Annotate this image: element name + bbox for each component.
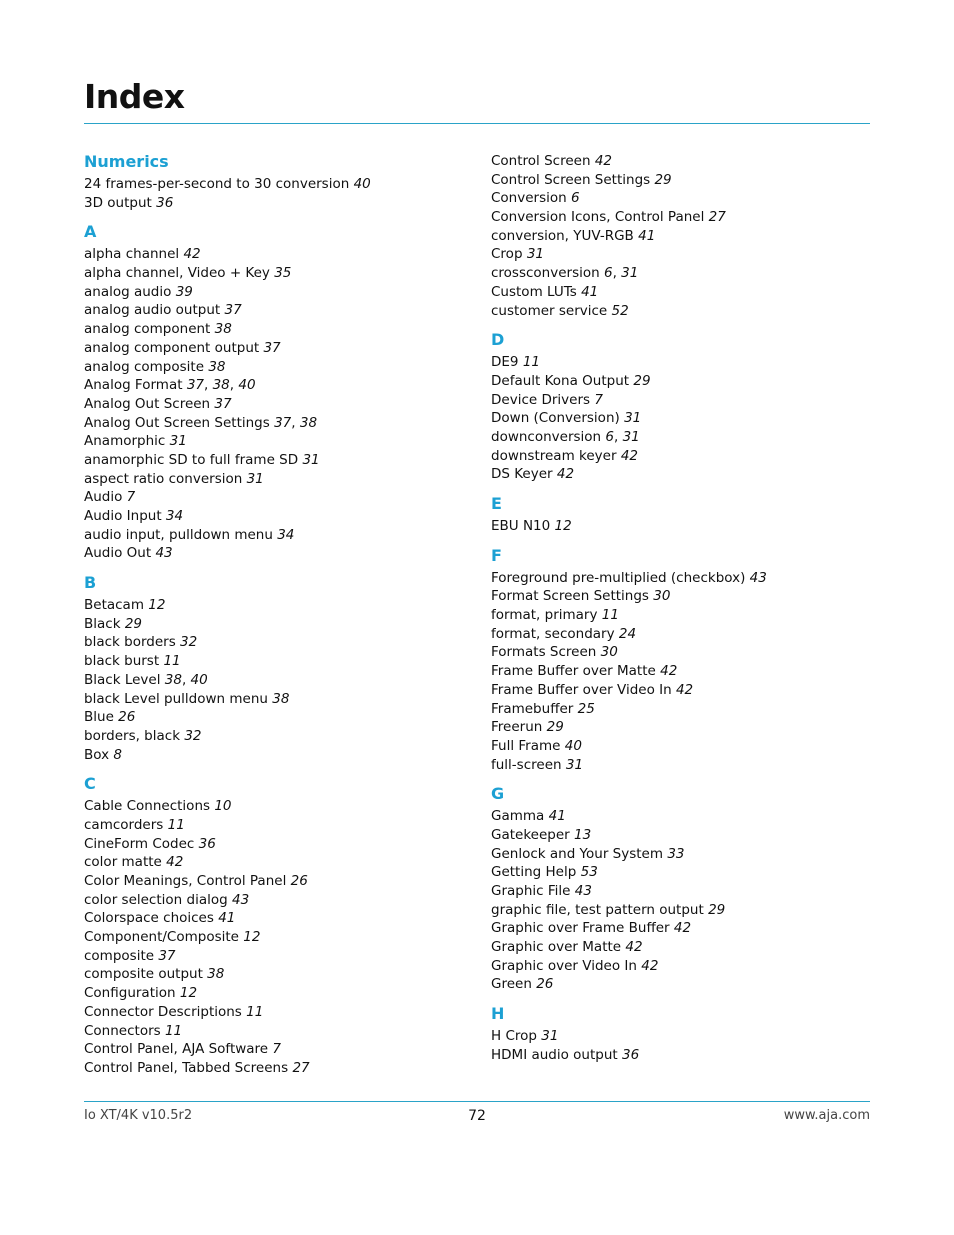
page-reference-link[interactable]: 39 [175,283,193,300]
index-entry [84,451,444,470]
index-term: 24 frames-per-second to 30 conversion [84,176,350,192]
index-entry [84,984,444,1003]
page-reference-link[interactable]: 29 [633,372,651,389]
index-entry [84,1040,444,1059]
page-reference-link[interactable]: 43 [749,569,767,586]
index-entry [491,957,851,976]
page-reference-link[interactable]: 42 [556,466,575,483]
footer-rule [84,1101,870,1102]
index-entry [491,718,851,737]
index-term: Colorspace choices [84,910,214,927]
index-term: 3D output [84,194,152,211]
page-reference-link[interactable]: 29 [654,171,672,188]
footer-document-version: Io XT/4K v10.5r2 [84,1108,193,1123]
page-reference-link[interactable]: 40 [564,737,582,754]
index-entry [491,465,851,484]
index-section [491,784,851,994]
page-reference-link[interactable]: 27 [708,209,726,226]
index-term: format, secondary [491,625,615,642]
page-reference-link[interactable]: 29 [124,615,143,632]
page-reference-link[interactable]: 41 [218,910,236,927]
index-entry [491,152,851,171]
index-entry [491,737,851,756]
index-entry [491,826,851,845]
index-entry [84,301,444,320]
index-entry [491,391,851,410]
page-reference-link[interactable]: 37 [214,395,232,412]
index-term: Getting Help [491,864,577,881]
index-entry [84,1003,444,1022]
index-entry [84,947,444,966]
index-entry [491,569,851,588]
index-entry [491,372,851,391]
section-heading: G [491,784,505,804]
index-term: Frame Buffer over Video In [491,681,672,698]
index-entry [84,690,444,709]
index-entry [84,928,444,947]
page-reference-link[interactable]: 42 [625,939,643,956]
index-entry: Analog Out Screen Settings 37, 38 [84,414,318,431]
page-reference-link[interactable]: 43 [231,891,250,908]
index-term: composite [84,947,155,964]
index-entry [491,587,851,606]
page-reference-link[interactable]: 40 [238,377,256,394]
page-reference-link[interactable]: 6 [603,265,613,282]
page-reference-link[interactable]: 41 [581,283,599,300]
page-reference-link[interactable]: 42 [594,153,612,169]
index-term: Betacam [84,597,144,614]
index-term: Black [84,615,121,632]
page-reference-link[interactable]: 53 [580,864,598,881]
page-reference-link[interactable]: 31 [621,265,639,282]
index-entry [84,339,444,358]
index-section [491,152,851,320]
index-term: Genlock and Your System [491,845,664,862]
index-entry [84,194,444,213]
index-entry [491,700,851,719]
index-term: Conversion Icons, Control Panel [491,209,705,226]
page-reference-link[interactable]: 26 [118,709,136,726]
index-term: Analog Format [84,377,183,394]
page-reference-link[interactable]: 31 [526,246,544,263]
index-entry [491,662,851,681]
page-reference-link[interactable]: 11 [167,816,185,833]
index-entry: downconversion 6, 31 [491,428,640,445]
index-term: Freerun [491,719,543,736]
page-reference-link[interactable]: 30 [653,588,671,605]
page-reference-link[interactable]: 12 [148,597,166,614]
index-entry [84,633,444,652]
index-entry [491,756,851,775]
index-term: aspect ratio conversion [84,470,243,487]
index-entry [84,470,444,489]
section-heading: B [84,573,97,593]
page-reference-link[interactable]: 11 [246,1003,264,1020]
index-term: Graphic File [491,883,571,899]
page-reference-link[interactable]: 35 [274,265,292,282]
page-reference-link[interactable]: 43 [574,883,592,899]
page-reference-link[interactable]: 11 [163,653,181,670]
page-reference-link[interactable]: 27 [292,1059,310,1076]
index-entry [491,245,851,264]
page-reference-link[interactable]: 6 [605,428,614,445]
page-reference-link[interactable]: 38 [272,690,290,707]
index-term: Foreground pre-multiplied (checkbox) [491,569,746,586]
index-term: Control Screen Settings [491,171,651,188]
index-term: Control Panel, AJA Software [84,1041,269,1058]
index-term: Graphic over Frame Buffer [491,920,670,937]
index-term: Blue [84,709,114,726]
index-term: Gamma [491,808,545,825]
index-entry [84,835,444,854]
page-reference-link[interactable]: 38 [164,671,182,688]
page-reference-link[interactable]: 11 [522,354,540,371]
index-term: anamorphic SD to full frame SD [84,451,299,468]
page-reference-link[interactable]: 32 [180,634,198,651]
page-reference-link[interactable]: 37 [224,302,242,319]
index-entry [84,891,444,910]
page-reference-link[interactable]: 37 [263,339,281,356]
page-reference-link[interactable]: 30 [600,644,618,661]
page-reference-link[interactable]: 34 [165,508,184,524]
index-entry [491,208,851,227]
index-entry [491,606,851,625]
index-term: Color Meanings, Control Panel [84,873,287,889]
index-term: Device Drivers [491,391,591,408]
index-term: camcorders [84,816,164,833]
page-reference-link[interactable]: 7 [126,489,136,506]
index-entry [84,358,444,377]
index-term: HDMI audio output [491,1046,618,1063]
index-entry [84,1022,444,1041]
index-term: Connectors [84,1022,161,1039]
page-reference-link[interactable]: 36 [198,835,216,852]
index-term: Graphic over Matte [491,939,622,956]
page-reference-link[interactable]: 31 [302,451,320,468]
index-entry [491,302,851,321]
index-entry [84,264,444,283]
page-reference-link[interactable]: 10 [214,798,232,815]
index-term: Green [491,976,532,993]
index-term: Audio Out [84,545,152,562]
index-section [491,330,851,484]
index-term: Formats Screen [491,644,597,661]
index-section [84,222,444,563]
page-reference-link[interactable]: 12 [179,985,198,1002]
page-reference-link[interactable]: 38 [214,321,232,338]
index-entry [491,447,851,466]
page-title: Index [84,77,185,116]
section-gap [491,774,851,784]
index-term: downconversion [491,428,602,445]
index-term: Format Screen Settings [491,588,649,605]
page-reference-link[interactable]: 42 [641,957,659,974]
section-heading: H [491,1004,505,1024]
page-reference-link[interactable]: 12 [554,518,572,534]
page-reference-link[interactable]: 24 [618,625,637,642]
index-entry [84,488,444,507]
section-heading: D [491,330,505,350]
index-entry [491,283,851,302]
index-term: composite output [84,966,203,983]
index-entry [491,901,851,920]
index-entry [491,189,851,208]
index-entry [491,171,851,190]
page-reference-link[interactable]: 37 [186,377,204,394]
page-reference-link[interactable]: 31 [624,410,642,427]
page-reference-link[interactable]: 11 [164,1022,183,1039]
section-gap [84,563,444,573]
index-entry [84,746,444,765]
index-term: Component/Composite [84,929,239,946]
section-gap [84,764,444,774]
page-reference-link[interactable]: 37 [274,414,292,431]
index-entry [84,283,444,302]
index-entry [491,975,851,994]
page-reference-link[interactable]: 43 [155,545,173,562]
index-section [84,774,444,1077]
index-entry [84,816,444,835]
index-term: full-screen [491,756,562,773]
page-reference-link[interactable]: 29 [546,719,564,736]
index-term: Box [84,746,110,763]
page-reference-link[interactable]: 42 [183,246,201,263]
index-section [84,573,444,764]
page-reference-link[interactable]: 40 [190,671,208,688]
page-reference-link[interactable]: 42 [620,447,638,464]
section-gap [491,994,851,1004]
index-term: analog component output [84,339,260,356]
index-entry [491,863,851,882]
page-reference-link[interactable]: 32 [184,727,202,744]
index-entry [491,882,851,901]
page-reference-link[interactable]: 38 [212,377,230,394]
index-term: Analog Out Screen Settings [84,414,270,431]
page-reference-link[interactable]: 31 [541,1028,559,1045]
section-heading: F [491,545,502,565]
index-term: Black Level [84,671,161,688]
index-term: black burst [84,653,160,670]
index-term: conversion, YUV-RGB [491,227,634,244]
index-column-left [84,152,444,1078]
index-entry [84,965,444,984]
page-reference-link[interactable]: 38 [207,966,225,983]
index-entry [84,175,444,194]
page-reference-link[interactable]: 40 [353,176,371,192]
index-entry [491,938,851,957]
index-term: Connector Descriptions [84,1003,242,1020]
index-term: Control Screen [491,153,591,169]
index-entry [491,919,851,938]
index-section [491,494,851,536]
index-entry [491,409,851,428]
page-reference-link[interactable]: 31 [565,756,584,773]
index-term: Anamorphic [84,433,166,450]
index-term: EBU N10 [491,518,551,534]
index-term: alpha channel, Video + Key [84,265,270,282]
index-term: analog audio [84,283,172,300]
section-heading: A [84,222,97,242]
index-entry [491,353,851,372]
index-term: Framebuffer [491,700,574,717]
page-reference-link[interactable]: 52 [611,302,629,319]
index-entry [491,643,851,662]
page-reference-link[interactable]: 36 [622,1046,640,1063]
index-entry [84,526,444,545]
index-term: graphic file, test pattern output [491,901,704,918]
index-term: Conversion [491,190,567,207]
section-heading: E [491,494,502,513]
index-term: Custom LUTs [491,283,577,300]
index-entry [84,652,444,671]
index-section [84,152,444,212]
index-term: Frame Buffer over Matte [491,663,656,680]
page-reference-link[interactable]: 26 [536,976,554,993]
index-term: black borders [84,634,176,651]
index-entry [491,517,851,536]
index-entry [84,432,444,451]
index-term: audio input, pulldown menu [84,526,273,543]
page-reference-link[interactable]: 41 [638,227,656,244]
index-entry [84,708,444,727]
index-term: customer service [491,302,608,319]
header-rule [84,123,870,124]
index-term: Cable Connections [84,798,211,815]
index-entry [491,845,851,864]
index-term: Crop [491,246,523,263]
index-entry: crossconversion 6, 31 [491,265,639,282]
page-reference-link[interactable]: 42 [675,681,694,698]
page-reference-link[interactable]: 38 [299,414,318,431]
page-reference-link[interactable]: 41 [548,808,566,825]
index-term: color matte [84,854,162,871]
page-reference-link[interactable]: 7 [594,391,603,408]
index-entry [491,807,851,826]
index-section [491,546,851,775]
index-term: H Crop [491,1028,537,1045]
index-entry [491,1027,851,1046]
page-reference-link[interactable]: 38 [208,358,226,375]
index-term: borders, black [84,727,181,744]
page-reference-link[interactable]: 34 [277,526,295,543]
index-term: crossconversion [491,265,600,282]
index-entry [84,544,444,563]
index-term: DE9 [491,354,519,371]
index-entry [84,596,444,615]
index-entry [84,245,444,264]
page-reference-link[interactable]: 8 [113,746,122,763]
index-column-right [491,152,851,1065]
index-term: Analog Out Screen [84,395,211,412]
index-term: Audio [84,489,123,506]
index-term: analog component [84,321,211,338]
index-term: CineForm Codec [84,835,195,852]
index-term: format, primary [491,607,598,624]
index-entry [491,681,851,700]
index-entry: Analog Format 37, 38, 40 [84,377,256,394]
index-entry [84,853,444,872]
page-reference-link[interactable]: 31 [622,428,640,445]
index-entry [84,727,444,746]
index-term: Audio Input [84,508,162,524]
index-term: analog composite [84,358,205,375]
index-entry [84,909,444,928]
index-term: Gatekeeper [491,826,570,843]
section-heading: C [84,774,96,794]
index-term: black Level pulldown menu [84,690,268,707]
index-term: Full Frame [491,737,561,754]
page-reference-link[interactable]: 13 [574,826,592,843]
footer-page-number: 72 [468,1108,486,1124]
page-reference-link[interactable]: 36 [156,194,174,211]
section-gap [84,212,444,222]
section-gap [491,484,851,494]
index-term: Default Kona Output [491,372,630,389]
index-entry [84,797,444,816]
index-entry: Black Level 38, 40 [84,671,208,688]
index-term: downstream keyer [491,447,617,464]
index-entry [84,1059,444,1078]
index-term: color selection dialog [84,891,228,908]
index-entry [491,227,851,246]
index-entry [491,1046,851,1065]
index-section [491,1004,851,1064]
index-term: Graphic over Video In [491,957,637,974]
index-term: analog audio output [84,302,221,319]
page-reference-link[interactable]: 42 [166,854,184,871]
page-reference-link[interactable]: 6 [570,190,580,207]
page-reference-link[interactable]: 31 [169,433,187,450]
page-reference-link[interactable]: 12 [243,929,261,946]
section-heading: Numerics [84,152,169,171]
page-reference-link[interactable]: 11 [601,607,619,624]
footer-website[interactable]: www.aja.com [783,1108,870,1123]
page-reference-link[interactable]: 33 [667,845,685,862]
page-reference-link[interactable]: 7 [272,1041,281,1058]
index-term: Configuration [84,985,176,1002]
index-term: Control Panel, Tabbed Screens [84,1059,289,1076]
page-reference-link[interactable]: 42 [673,920,692,937]
index-entry [84,320,444,339]
section-gap [491,320,851,330]
page-reference-link[interactable]: 31 [246,470,264,487]
index-entry [84,872,444,891]
page-reference-link[interactable]: 29 [708,901,726,918]
index-entry [84,615,444,634]
section-gap [491,536,851,546]
page-reference-link[interactable]: 25 [577,700,595,717]
index-term: DS Keyer [491,466,553,483]
page-reference-link[interactable]: 37 [158,947,176,964]
index-entry [491,625,851,644]
index-term: alpha channel [84,246,180,263]
index-entry [84,507,444,526]
index-term: Down (Conversion) [491,410,620,427]
page-reference-link[interactable]: 26 [290,873,308,889]
index-entry [84,395,444,414]
page-reference-link[interactable]: 42 [660,663,678,680]
